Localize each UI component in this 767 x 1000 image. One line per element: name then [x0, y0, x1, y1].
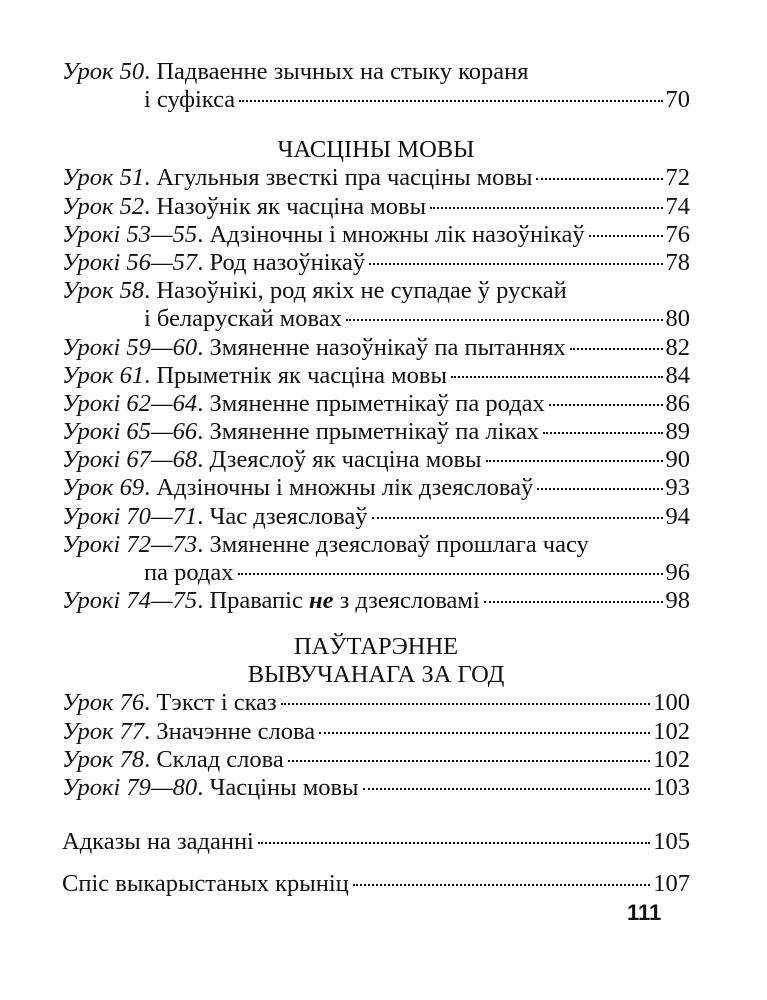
leader-dots — [543, 432, 662, 434]
lesson-prefix: Урокі 65—66 — [62, 418, 198, 446]
toc-entry-lesson-72-cont — [62, 559, 690, 587]
lesson-prefix: Урокі 53—55 — [62, 220, 198, 248]
page-ref: 89 — [665, 418, 690, 446]
toc-entry — [62, 249, 690, 277]
leader-dots — [430, 207, 662, 209]
lesson-title: . Прыметнік як часціна мовы — [144, 361, 447, 389]
toc-entry — [62, 689, 690, 717]
lesson-prefix: Урокі 79—80 — [62, 773, 198, 801]
page-ref: 80 — [665, 305, 690, 333]
emphasis-word: не — [308, 587, 334, 615]
page-ref: 102 — [653, 717, 690, 745]
lesson-title: з дзеясловамі — [333, 587, 480, 615]
lesson-title-cont: і беларускай мовах — [144, 305, 342, 333]
page-ref: 98 — [665, 587, 690, 615]
leader-dots — [369, 263, 662, 265]
lesson-title: . Назоўнік як часціна мовы — [144, 192, 427, 220]
lesson-prefix: Урок 77 — [62, 717, 145, 745]
leader-dots — [537, 488, 662, 490]
lesson-prefix: Урокі 67—68 — [62, 446, 198, 474]
leader-dots — [281, 703, 651, 705]
lesson-prefix: Урок 51 — [62, 164, 145, 192]
lesson-prefix: Урок 76 — [62, 689, 145, 717]
toc-entry — [62, 746, 690, 774]
lesson-title: . Склад слова — [144, 745, 284, 773]
lesson-title: . Тэкст і сказ — [144, 689, 277, 717]
toc-entry — [62, 164, 690, 192]
lesson-title: . Часціны мовы — [197, 773, 359, 801]
toc-entry-sources — [62, 870, 690, 898]
page-ref: 100 — [653, 689, 690, 717]
toc-entry — [62, 503, 690, 531]
page-ref: 105 — [653, 828, 690, 856]
section-heading-review: ПАЎТАРЭННЕ — [293, 633, 459, 661]
lesson-title: . Змяненне назоўнікаў па пытаннях — [197, 333, 566, 361]
lesson-title: . Змяненне дзеясловаў прошлага часу — [197, 530, 589, 558]
lesson-prefix: Урок 69 — [62, 474, 145, 502]
lesson-prefix: Урокі 70—71 — [62, 502, 198, 530]
lesson-title: . Назоўнікі, род якіх не супадае ў рускай — [144, 277, 567, 305]
lesson-title: . Адзіночны і множны лік назоўнікаў — [197, 220, 585, 248]
lesson-title: . Час дзеясловаў — [197, 502, 368, 530]
toc-entry — [62, 774, 690, 802]
page-ref: 94 — [665, 502, 690, 530]
lesson-title-cont: па родах — [144, 559, 234, 586]
lesson-prefix: Урокі 59—60 — [62, 333, 198, 361]
lesson-title: . Род назоўнікаў — [197, 248, 366, 276]
lesson-title: . Дзеяслоў як часціна мовы — [197, 446, 482, 474]
toc-entry-lesson-72 — [62, 531, 690, 559]
lesson-prefix: Урокі 56—57 — [62, 248, 198, 276]
toc-entry — [62, 193, 690, 221]
toc-entry — [62, 718, 690, 746]
lesson-title: . Агульныя звесткі пра часціны мовы — [144, 164, 533, 192]
page-ref: 72 — [665, 164, 690, 192]
appendix-title: Спіс выкарыстаных крыніц — [62, 870, 349, 898]
lesson-prefix: Урокі 74—75 — [62, 587, 198, 615]
page-ref: 76 — [665, 220, 690, 248]
page-ref: 102 — [653, 745, 690, 773]
leader-dots — [484, 601, 663, 603]
section-heading-parts: ЧАСЦІНЫ МОВЫ — [277, 136, 475, 164]
lesson-title: . Змяненне прыметнікаў па родах — [197, 389, 545, 417]
lesson-title: . Правапіс — [197, 587, 309, 615]
leader-dots — [288, 760, 651, 762]
section-heading-review-2: ВЫВУЧАНАГА ЗА ГОД — [247, 661, 505, 689]
page-ref: 93 — [665, 474, 690, 502]
lesson-prefix: Урокі 72—73 — [62, 530, 198, 558]
lesson-prefix: Урокі 62—64 — [62, 389, 198, 417]
appendix-title: Адказы на заданні — [62, 828, 254, 856]
page-ref: 74 — [665, 192, 690, 220]
page-ref: 96 — [665, 559, 690, 586]
page-ref: 90 — [665, 446, 690, 474]
leader-dots — [238, 573, 663, 575]
leader-dots — [346, 319, 663, 321]
toc-entry — [62, 334, 690, 362]
lesson-title: . Падваенне зычных на стыку кораня — [144, 58, 529, 85]
page-ref: 82 — [665, 333, 690, 361]
page-ref: 70 — [665, 86, 690, 114]
page-ref: 84 — [665, 361, 690, 389]
leader-dots — [319, 732, 650, 734]
toc-entry-lesson-58-cont — [62, 305, 690, 333]
page-number: 111 — [627, 900, 662, 925]
leader-dots — [353, 884, 650, 886]
leader-dots — [239, 100, 662, 102]
toc-entry-lesson-58 — [62, 277, 690, 305]
lesson-title-cont: і суфікса — [144, 86, 236, 114]
page-ref: 86 — [665, 389, 690, 417]
lesson-title: . Адзіночны і множны лік дзеясловаў — [144, 474, 534, 502]
table-of-contents — [62, 58, 690, 899]
leader-dots — [589, 235, 663, 237]
lesson-prefix: Урок 78 — [62, 745, 145, 773]
toc-entry — [62, 362, 690, 390]
lesson-prefix: Урок 58 — [62, 277, 145, 305]
page-ref: 103 — [653, 773, 690, 801]
leader-dots — [486, 460, 663, 462]
leader-dots — [258, 842, 650, 844]
page-ref: 78 — [665, 248, 690, 276]
toc-entry — [62, 390, 690, 418]
leader-dots — [549, 404, 663, 406]
toc-entry-lesson-74 — [62, 587, 690, 615]
toc-entry-lesson-50-cont — [62, 86, 690, 114]
lesson-prefix: Урок 61 — [62, 361, 145, 389]
toc-entry — [62, 446, 690, 474]
toc-entry — [62, 474, 690, 502]
leader-dots — [372, 517, 663, 519]
lesson-title: . Значэнне слова — [144, 717, 316, 745]
toc-entry-answers — [62, 828, 690, 856]
toc-entry — [62, 418, 690, 446]
leader-dots — [570, 348, 663, 350]
leader-dots — [451, 376, 663, 378]
leader-dots — [363, 788, 651, 790]
lesson-prefix: Урок 50 — [62, 58, 145, 85]
toc-entry — [62, 221, 690, 249]
lesson-prefix: Урок 52 — [62, 192, 145, 220]
lesson-title: . Змяненне прыметнікаў па ліках — [197, 418, 540, 446]
toc-entry-lesson-50 — [62, 58, 690, 86]
page-ref: 107 — [653, 870, 690, 898]
leader-dots — [536, 178, 662, 180]
